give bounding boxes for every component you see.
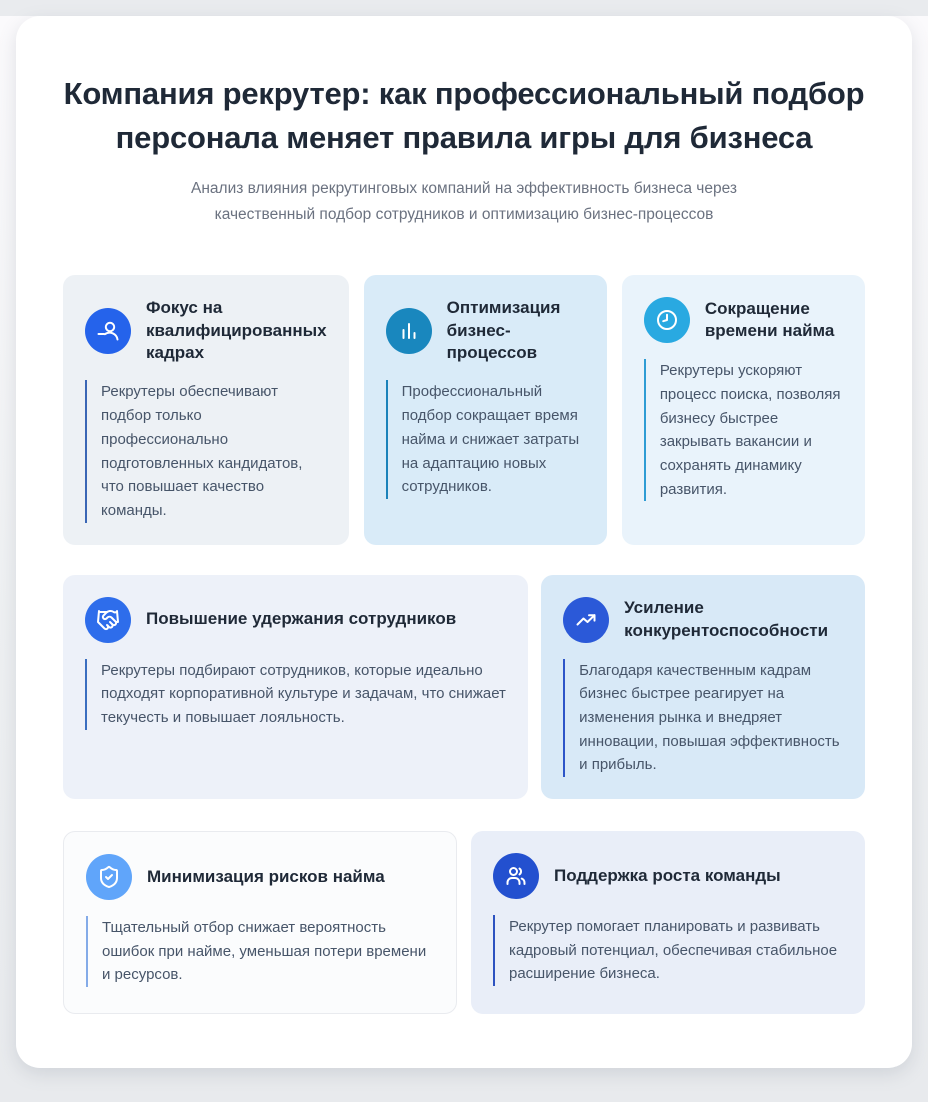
page-subtitle: Анализ влияния рекрутинговых компаний на эффективность бизнеса через качественный подбор сотрудников и оптимизацию бизнес-процессов [191,180,737,223]
card-body: Рекрутер помогает планировать и развивать кадровый потенциал, обеспечивая стабильное расширение бизнеса. [493,915,843,986]
user-minus-icon [85,308,131,354]
card-employee-retention [63,575,528,799]
shield-check-icon [86,854,132,900]
card-header [386,297,585,364]
card-hiring-time [622,275,865,544]
card-risk-minimization [63,831,457,1014]
card-competitiveness [541,575,865,799]
trending-up-icon [563,597,609,643]
card-title: Поддержка роста команды [554,865,781,885]
card-header [85,597,506,643]
card-title: Усиление конкурентоспособности [624,598,829,640]
card-title: Фокус на квалифицированных кадрах [146,298,327,363]
card-title: Сокращение времени найма [704,298,835,341]
card-body: Тщательный отбор снижает вероятность ошибок при найме, уменьшая потери времени и ресурсов. [86,916,434,987]
clock-icon [644,297,690,343]
card-header [644,297,843,343]
bar-chart-icon [386,308,432,354]
card-header [86,854,434,900]
card-body: Профессиональный подбор сокращает время найма и снижает затраты на адаптацию новых сотрудников. [386,380,585,498]
cards-row-3 [63,831,865,1014]
card-body: Рекрутеры ускоряют процесс поиска, позволяя бизнесу быстрее закрывать вакансии и сохранять динамику развития. [644,359,843,501]
page-title: Компания рекрутер: как профессиональный подбор персонала меняет правила игры для бизнеса [63,76,865,156]
card-team-growth [471,831,865,1014]
card-title: Повышение удержания сотрудников [146,609,457,629]
card-body: Благодаря качественным кадрам бизнес быстрее реагирует на изменения рынка и внедряет инновации, повышая эффективность и прибыль. [563,659,843,777]
card-header [563,597,843,643]
card-qualified-staff [63,275,349,544]
card-header [85,297,327,364]
card-body: Рекрутеры обеспечивают подбор только профессионально подготовленных кандидатов, что повышает качество команды. [85,380,327,522]
handshake-icon [85,597,131,643]
card-title: Минимизация рисков найма [147,866,385,886]
users-icon [493,853,539,899]
card-body: Рекрутеры подбирают сотрудников, которые идеально подходят корпоративной культуре и задачам, что снижает текучесть и повышает лояльность. [85,659,506,730]
card-title: Оптимизация бизнес-процессов [446,298,561,363]
cards-row-2 [63,575,865,799]
content-panel [16,16,912,1068]
card-process-optimization [364,275,607,544]
cards-row-1 [63,275,865,544]
card-header [493,853,843,899]
